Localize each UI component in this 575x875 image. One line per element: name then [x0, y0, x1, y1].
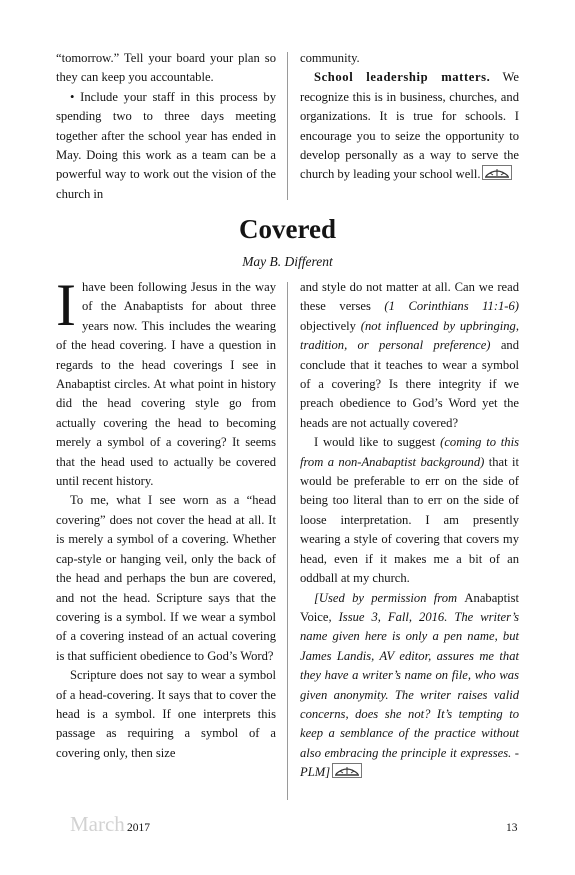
- footer-month: March: [70, 812, 125, 836]
- article-paragraph: [300, 278, 519, 433]
- text-run: that it would be preferable to err on the side of being too literal than to err on the side of loose interpretation. I am presently wearing a style of covering that covers my head, even if it makes me a bit of an oddball at my church.: [300, 454, 519, 586]
- publication-name: Anabaptist Voice: [300, 590, 519, 624]
- footer-year: 2017: [127, 822, 150, 834]
- article-right-column: [300, 278, 519, 783]
- previous-article-paragraph: community.: [300, 51, 360, 65]
- parenthetical: (coming to this from a non-Anabaptist background): [300, 435, 519, 469]
- editor-note: [300, 589, 519, 783]
- previous-article-left-column: [56, 49, 276, 204]
- article-left-column: [56, 272, 276, 763]
- note-text: , Issue 3, Fall, 2016. The writer’s name given here is only a pen name, but James Landis, AV editor, assures me that they have a writer’s name on file, who was given anonymity. The writer raises valid concerns, does she not? It’s tempting to keep a semblance of the practice without also embracing the principle it expresses. -PLM]: [300, 609, 519, 780]
- article-paragraph: [56, 272, 276, 491]
- paragraph-text: have been following Jesus in the way of the Anabaptists for about three years now. This includes the wearing of the head covering. I have a question in regards to the head coverings I see in Anabaptist circles. At what point in history did the head covering style go from actually covering the head to becoming merely a symbol of a covering? It seems that the head used to actually be covered until recent history.: [56, 280, 276, 489]
- previous-article-paragraph: “tomorrow.” Tell your board your plan so they can keep you accountable.: [56, 51, 276, 85]
- note-text: [Used by permission from: [314, 590, 465, 605]
- article-byline: May B. Different: [242, 254, 333, 269]
- text-run: I would like to suggest: [314, 435, 441, 450]
- text-run: objectively: [300, 318, 361, 333]
- closing-text: We recognize this is in business, churches, and organizations. It is true for schools. I encourage you to seize the opportunity to develop personally as a way to serve the church by leading your school well.: [300, 70, 520, 182]
- article-paragraph: [300, 433, 519, 588]
- column-divider: [287, 52, 288, 200]
- article-paragraph: To me, what I see worn as a “head covering” does not cover the head at all. It is merely a symbol of a covering. Whether cap-style or hanging veil, only the back of the head and perhaps the bun are covered, and not the head. Scripture says that the covering is a symbol. If we wear a symbol of a covering instead of an actual covering is that sufficient obedience to God’s Word?: [56, 493, 276, 663]
- previous-article-closing-paragraph: [300, 68, 519, 184]
- previous-article-bullet: • Include your staff in this process by spending two to three days meeting together after the school year has ended in May. Doing this work as a team can be a powerful way to work out the vision of the church in: [56, 89, 276, 201]
- lead-in-heading: School leadership matters.: [314, 70, 491, 85]
- column-divider: [287, 282, 288, 800]
- drop-cap: I: [56, 272, 76, 338]
- text-run: and style do not matter at all. Can we read these verses: [300, 280, 519, 314]
- article-title: Covered: [239, 214, 336, 244]
- article-paragraph: Scripture does not say to wear a symbol of a head-covering. It says that to cover the head is a symbol. If one interprets this passage as requiring a symbol of a covering only, then size: [56, 668, 276, 760]
- scripture-reference: (1 Corinthians 11:1-6): [384, 299, 519, 314]
- page-number: 13: [506, 822, 518, 834]
- text-run: and conclude that it teaches to wear a symbol of a covering? Is there integrity if we preach obedience to God’s Word yet the heads are not actually covered?: [300, 338, 519, 430]
- previous-article-right-column: [300, 49, 519, 185]
- end-mark-icon: [332, 763, 362, 778]
- parenthetical: (not influenced by upbringing, tradition, or personal preference): [300, 318, 519, 353]
- end-mark-icon: [482, 165, 512, 180]
